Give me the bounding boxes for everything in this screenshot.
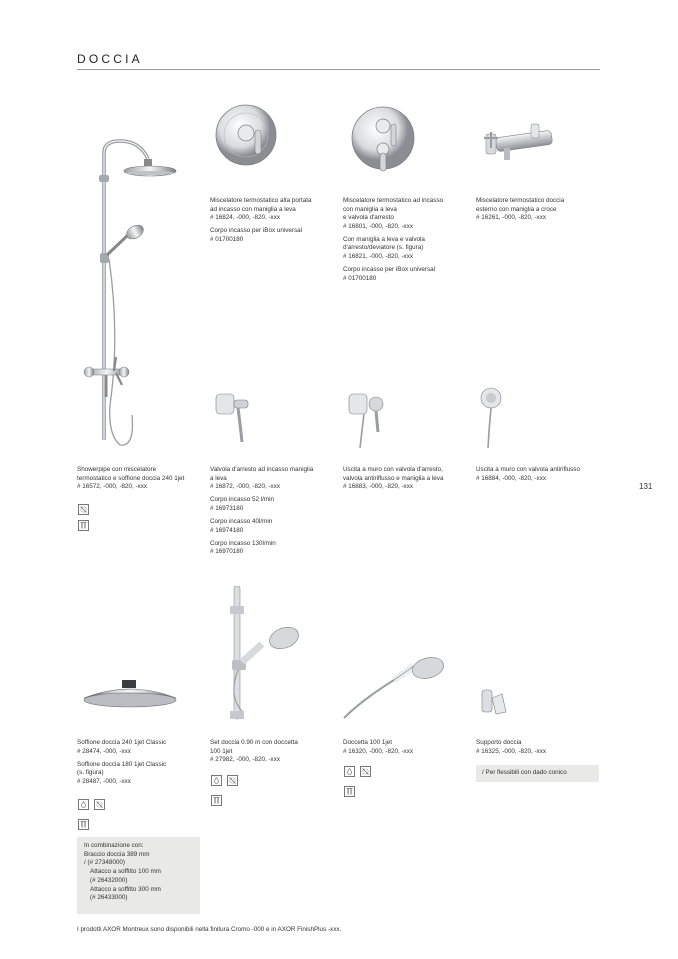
product-line: Valvola d'arresto ad incasso maniglia	[210, 466, 314, 473]
product-code: # 16884, -000, -820, -xxx	[476, 474, 547, 482]
product-text-16883	[343, 466, 473, 496]
wall-outlet-image	[476, 386, 506, 450]
product-code: # 16872, -000, -820, -xxx	[210, 483, 281, 491]
product-code: # 16883, -000, -820, -xxx	[343, 483, 414, 491]
product-code: # 16821, -000, -820, -xxx	[343, 253, 414, 261]
product-text-16801	[343, 197, 473, 288]
product-text-16261	[476, 197, 606, 227]
product-code: # 16261, -000, -820, -xxx	[476, 214, 547, 222]
shutoff-valve-image	[212, 388, 252, 446]
hand-shower-image	[342, 650, 446, 720]
shower-holder-image	[478, 686, 510, 718]
product-line: valvola antiriflusso e maniglia a leva	[343, 474, 444, 482]
product-line: Corpo incasso 52 l/min	[210, 496, 275, 504]
product-code: # 16973180	[210, 504, 244, 512]
product-line: e valvola d'arresto	[343, 214, 394, 222]
product-line: esterno con maniglia a croce	[476, 205, 557, 213]
product-code: # 16325, -000, -820, -xxx	[476, 747, 547, 755]
note-text: / Per flessibili con dado conico	[482, 769, 567, 776]
product-line: Showerpipe con miscelatore	[77, 466, 157, 473]
shower-grid-icon	[78, 819, 89, 830]
product-line: a leva	[210, 474, 227, 482]
product-text-28474	[77, 739, 207, 791]
product-text-16872	[210, 466, 340, 561]
footer-note: I prodotti AXOR Montreux sono disponibili nella finitura Cromo -000 e in AXOR FinishPlus -xxx.	[77, 926, 342, 933]
shower-grid-icon	[211, 795, 222, 806]
product-line: Con maniglia a leva e valvola	[343, 235, 425, 243]
anti-limescale-icon	[227, 775, 238, 786]
product-code: # 16974180	[210, 526, 244, 534]
product-line: ad incasso con maniglia a leva	[210, 205, 296, 213]
product-line: Miscelatore termostatico alta portata	[210, 197, 312, 204]
wall-outlet-valve-image	[346, 390, 386, 450]
overhead-shower-image	[80, 676, 180, 718]
supporto-note	[476, 765, 599, 782]
product-line: Soffione doccia 240 1jet Classic	[77, 739, 167, 746]
product-code: # 16572, -000, -820, -xxx	[77, 483, 148, 491]
product-code: # 16824, -000, -820, -xxx	[210, 214, 281, 222]
product-text-16884	[476, 466, 606, 488]
product-line: Supporto doccia	[476, 739, 522, 746]
note-line: (# 26432000)	[90, 876, 128, 884]
product-code: # 28487, -000, -xxx	[77, 777, 131, 785]
anti-limescale-icon	[94, 799, 105, 810]
product-line: Corpo incasso per iBox universal	[343, 266, 436, 274]
product-code: # 28474, -000, -xxx	[77, 747, 131, 755]
product-line: d'arresto/deviatore (s. figura)	[343, 244, 424, 252]
product-text-16572	[77, 466, 209, 496]
product-code: # 16320, -000, -820, -xxx	[343, 747, 414, 755]
product-code: # 27982, -000, -820, -xxx	[210, 756, 281, 764]
product-line: 100 1jet	[210, 747, 233, 755]
anti-limescale-icon	[360, 766, 371, 777]
product-line: (s. figura)	[77, 769, 104, 777]
product-line: Corpo incasso 40l/min	[210, 517, 273, 525]
note-line: Attacco a soffitto 100 mm	[90, 868, 161, 876]
note-line: / (# 27348000)	[84, 859, 125, 867]
product-line: Uscita a muro con valvola antiriflusso	[476, 466, 580, 473]
exposed-thermostatic-mixer-image	[482, 120, 562, 170]
section-title: DOCCIA	[77, 52, 143, 66]
product-text-16824	[210, 197, 340, 249]
shower-grid-icon	[344, 786, 355, 797]
page-number: 131	[639, 482, 653, 491]
product-text-27982	[210, 739, 340, 769]
product-line: Corpo incasso 130l/min	[210, 539, 276, 547]
water-drop-icon	[211, 775, 222, 786]
thermostatic-mixer-valve-image	[350, 98, 416, 184]
shower-set-image	[222, 586, 302, 721]
water-drop-icon	[344, 766, 355, 777]
product-code: # 16801, -000, -820, -xxx	[343, 222, 414, 230]
showerpipe-image	[80, 135, 190, 453]
product-line: Doccetta 100 1jet	[343, 739, 393, 746]
product-line: Miscelatore termostatico ad incasso	[343, 197, 444, 204]
combination-note	[77, 837, 200, 914]
thermostatic-mixer-image	[212, 100, 280, 170]
water-drop-icon	[78, 799, 89, 810]
anti-limescale-icon	[78, 504, 89, 515]
note-line: Attacco a soffitto 300 mm	[90, 885, 161, 893]
product-line: Soffione doccia 180 1jet Classic	[77, 760, 167, 768]
product-text-16325	[476, 739, 606, 761]
product-code: # 01700180	[210, 235, 244, 243]
note-line: In combinazione con:	[84, 842, 144, 849]
section-divider	[77, 69, 600, 70]
product-code: # 01700180	[343, 274, 377, 282]
product-line: Set doccia 0.90 m con doccetta	[210, 739, 298, 746]
product-line: Corpo incasso per iBox universal	[210, 227, 303, 235]
product-code: # 16970180	[210, 548, 244, 556]
product-text-16320	[343, 739, 473, 761]
product-line: Uscita a muro con valvola d'arresto,	[343, 466, 443, 473]
note-line: (# 26433000)	[90, 894, 128, 902]
product-line: con maniglia a leva	[343, 205, 397, 213]
product-line: termostatico e soffione doccia 240 1jet	[77, 474, 185, 482]
product-line: Miscelatore termostatico doccia	[476, 197, 565, 204]
shower-grid-icon	[78, 520, 89, 531]
note-line: Braccio doccia 389 mm	[84, 850, 150, 858]
